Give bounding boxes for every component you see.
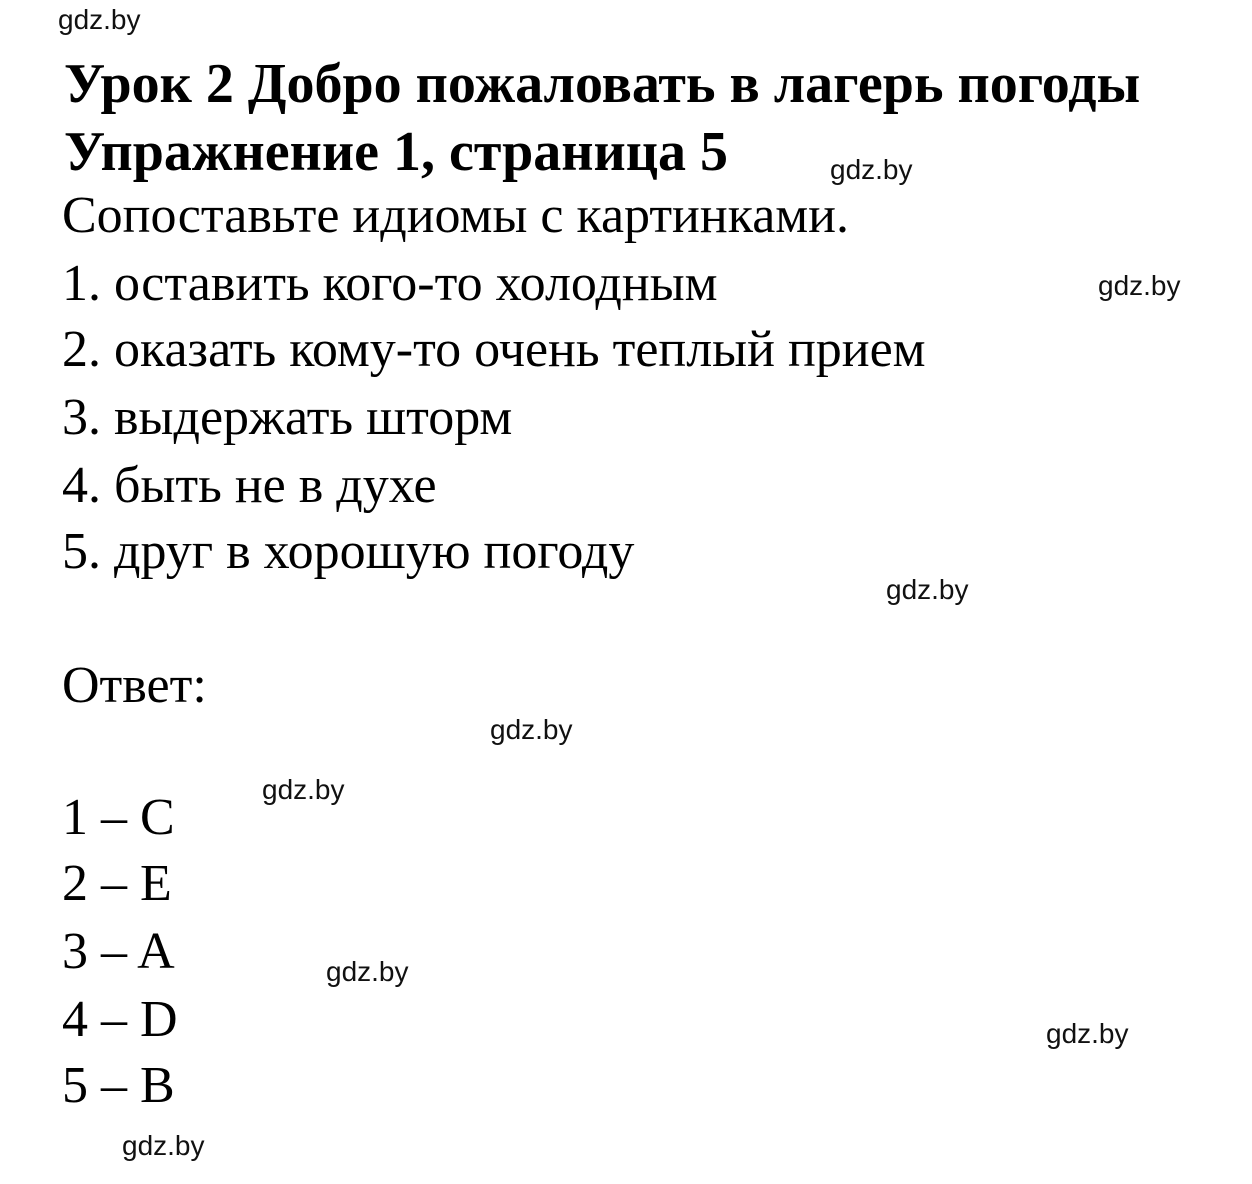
watermark: gdz.by xyxy=(1098,270,1181,301)
watermark: gdz.by xyxy=(262,774,345,805)
watermark: gdz.by xyxy=(326,956,409,987)
lesson-title: Урок 2 Добро пожаловать в лагерь погоды xyxy=(64,53,1141,115)
watermark: gdz.by xyxy=(58,4,141,35)
answer-item: 1 – C xyxy=(62,789,175,846)
watermark: gdz.by xyxy=(886,574,969,605)
task-item: 2. оказать кому-то очень теплый прием xyxy=(62,321,926,378)
exercise-title: Упражнение 1, страница 5 xyxy=(64,121,729,183)
task-item: 1. оставить кого-то холодным xyxy=(62,255,718,312)
task-instruction: Сопоставьте идиомы с картинками. xyxy=(62,187,850,244)
task-item: 4. быть не в духе xyxy=(62,457,437,514)
answer-label: Ответ: xyxy=(62,657,207,714)
task-item: 5. друг в хорошую погоду xyxy=(62,523,635,580)
answer-item: 3 – A xyxy=(62,923,175,980)
answer-item: 2 – E xyxy=(62,855,172,912)
answer-item: 4 – D xyxy=(62,991,178,1048)
task-item: 3. выдержать шторм xyxy=(62,389,513,446)
watermark: gdz.by xyxy=(122,1130,205,1161)
watermark: gdz.by xyxy=(490,714,573,745)
answer-item: 5 – B xyxy=(62,1057,175,1114)
watermark: gdz.by xyxy=(1046,1018,1129,1049)
watermark: gdz.by xyxy=(830,154,913,185)
